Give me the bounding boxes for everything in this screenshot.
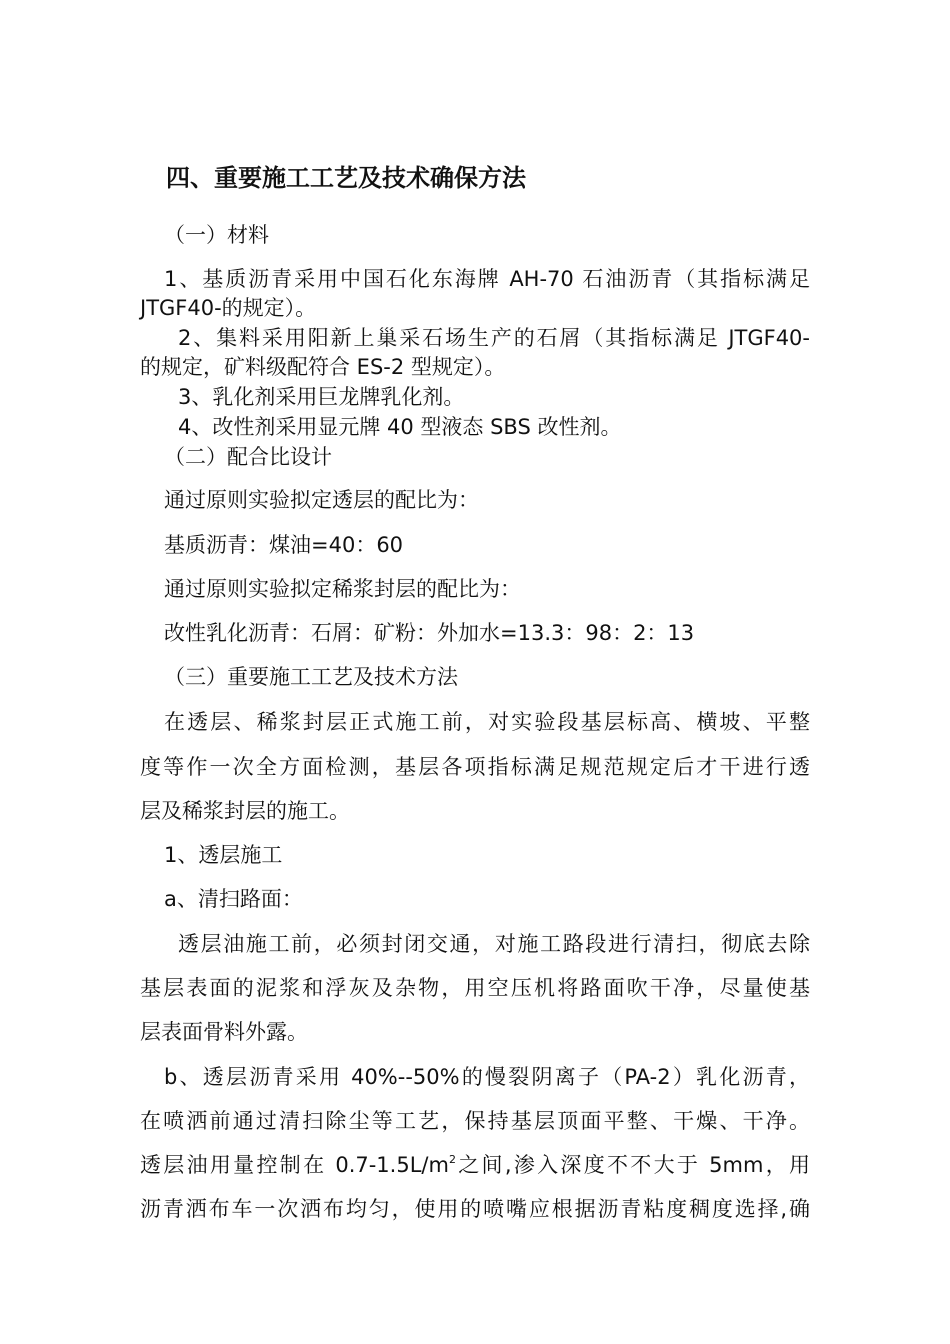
step-b-line-3-start: 透层油用量控制在 0.7-1.5L/m [140,1153,449,1177]
material-item-2-line-1: 2、集料采用阳新上巢采石场生产的石屑（其指标满足 JTGF40- [178,326,810,350]
step-b-line-3-end: 之间,渗入深度不不大于 5mm，用 [455,1153,811,1177]
material-item-4: 4、改性剂采用显元牌 40 型液态 SBS 改性剂。 [178,415,622,439]
page-title: 四、重要施工工艺及技术确保方法 [166,164,526,192]
step-b-line-1: b、透层沥青采用 40%--50%的慢裂阴离子（PA-2）乳化沥青， [164,1065,810,1089]
section-title-materials: （一）材料 [164,223,269,247]
step-b-line-4: 沥青洒布车一次洒布均匀，使用的喷嘴应根据沥青粘度稠度选择,确 [140,1197,810,1221]
material-item-3: 3、乳化剂采用巨龙牌乳化剂。 [178,385,465,409]
step-a-line-2: 基层表面的泥浆和浮灰及杂物，用空压机将路面吹干净，尽量使基 [140,976,810,1000]
mix-intro-slurry-seal: 通过原则实验拟定稀浆封层的配比为： [164,577,521,601]
mix-intro-prime-coat: 通过原则实验拟定透层的配比为： [164,488,479,512]
intro-paragraph-line-2: 度等作一次全方面检测，基层各项指标满足规范规定后才干进行透 [140,755,810,779]
material-item-1-line-1: 1、基质沥青采用中国石化东海牌 AH-70 石油沥青（其指标满足 [164,267,810,291]
intro-paragraph-line-1: 在透层、稀浆封层正式施工前，对实验段基层标高、横坡、平整 [164,710,810,734]
step-b-line-2: 在喷洒前通过清扫除尘等工艺，保持基层顶面平整、干燥、干净。 [140,1109,810,1133]
step-a-title: a、清扫路面： [164,887,303,911]
material-item-1-line-2: JTGF40-的规定）。 [140,296,317,320]
intro-paragraph-line-3: 层及稀浆封层的施工。 [140,799,350,823]
step-b-line-3 [140,1151,810,1179]
section-title-mix-design: （二）配合比设计 [164,445,332,469]
superscript-2: 2 [448,1153,456,1166]
step-a-line-1: 透层油施工前，必须封闭交通，对施工路段进行清扫，彻底去除 [178,932,810,956]
step-a-line-3: 层表面骨料外露。 [140,1020,308,1044]
mix-ratio-slurry-seal: 改性乳化沥青：石屑：矿粉：外加水=13.3：98：2：13 [164,621,695,645]
subsection-title-prime-coat: 1、透层施工 [164,843,283,867]
material-item-2-line-2: 的规定，矿料级配符合 ES-2 型规定）。 [140,355,506,379]
section-title-process: （三）重要施工工艺及技术方法 [164,665,458,689]
mix-ratio-prime-coat: 基质沥青：煤油=40：60 [164,533,404,557]
